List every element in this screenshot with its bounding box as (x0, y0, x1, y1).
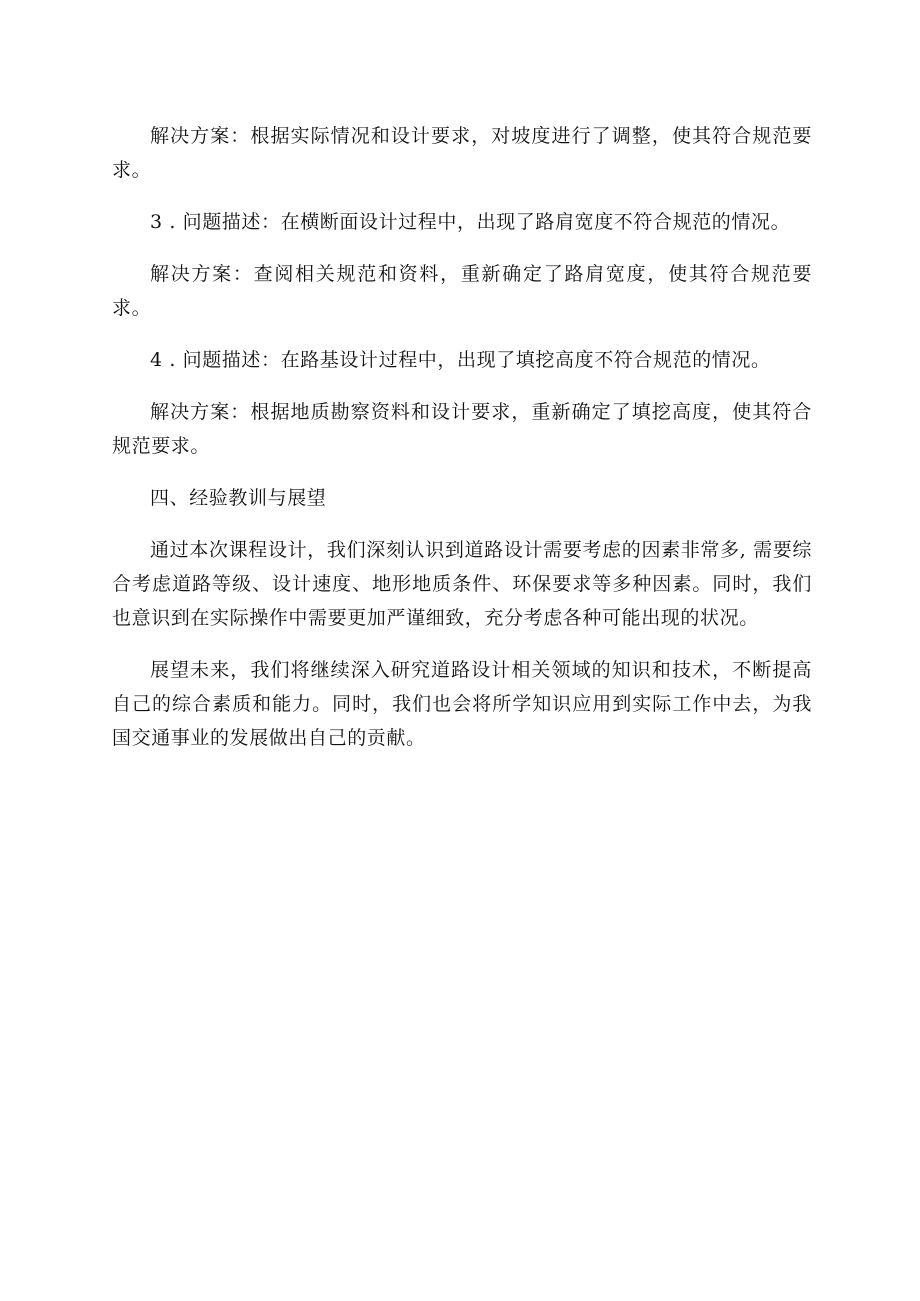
document-page (112, 119, 812, 773)
lessons-paragraph: 通过本次课程设计，我们深刻认识到道路设计需要考虑的因素非常多, 需要综合考虑道路等级、设计速度、地形地质条件、环保要求等多种因素。同时，我们也意识到在实际操作中需要更加严谨细致，充分考虑各种可能出现的状况。 (112, 539, 812, 629)
outlook-paragraph: 展望未来，我们将继续深入研究道路设计相关领域的知识和技术，不断提高自己的综合素质和能力。同时，我们也会将所学知识应用到实际工作中去，为我国交通事业的发展做出自己的贡献。 (112, 659, 812, 749)
solution-paragraph-fill-cut: 解决方案：根据地质勘察资料和设计要求，重新确定了填挖高度，使其符合规范要求。 (112, 401, 812, 457)
solution-paragraph-slope: 解决方案：根据实际情况和设计要求，对坡度进行了调整，使其符合规范要求。 (112, 125, 812, 181)
problem-paragraph-3: 3 . 问题描述：在横断面设计过程中，出现了路肩宽度不符合规范的情况。 (150, 211, 791, 233)
problem-paragraph-4: 4 . 问题描述：在路基设计过程中，出现了填挖高度不符合规范的情况。 (150, 349, 771, 371)
solution-paragraph-shoulder: 解决方案：查阅相关规范和资料，重新确定了路肩宽度，使其符合规范要求。 (112, 263, 812, 319)
section-heading-lessons: 四、经验教训与展望 (150, 487, 327, 509)
